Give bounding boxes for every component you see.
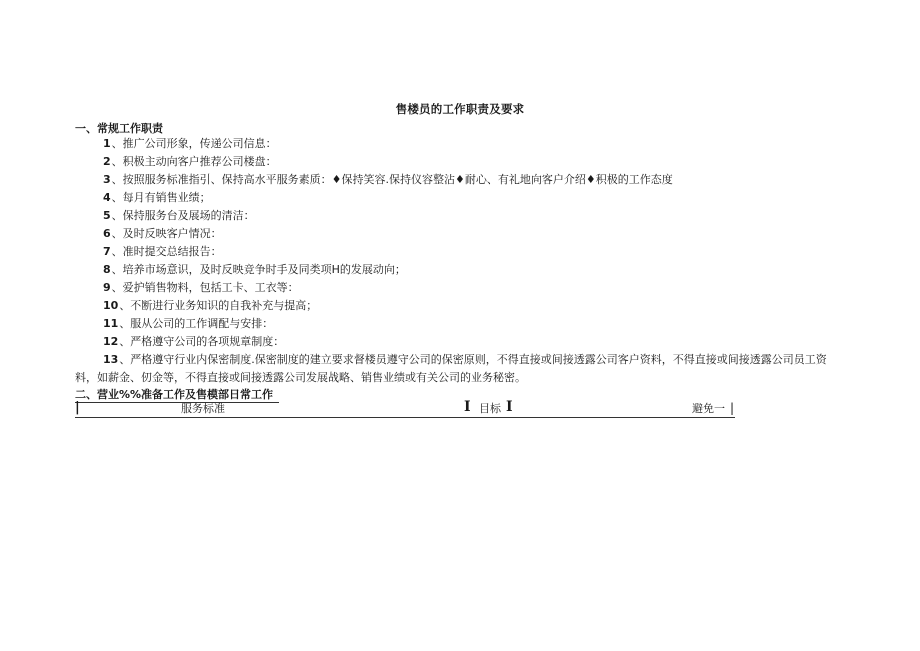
item-text: 、爱护销售物料，包括工卡、工衣等： [111, 281, 299, 294]
item-text: 、及时反映客户情况： [111, 227, 222, 240]
list-item [103, 315, 843, 333]
item-text: 、严格遵守公司的各项规章制度： [119, 335, 285, 348]
list-item [103, 135, 843, 153]
item-text: 、培养市场意识，及时反映竞争时手及同类项H的发展动向； [111, 263, 406, 276]
item-text: 、保持服务台及展场的清洁： [111, 209, 255, 222]
item-number: 3 [103, 173, 111, 186]
item-number: 12 [103, 335, 119, 348]
list-item [75, 351, 845, 387]
list-item [103, 261, 843, 279]
item-text: 、严格遵守行业内保密制度.保密制度的建立要求督楼员遵守公司的保密原则，不得直接或间接透露公司客户资料，不得直接或间接透露公司员工资料，如薪金、仞金等，不得直接或间接透露公司发展战略、销售业绩或有关公司的业务秘密。 [75, 353, 827, 384]
item-number: 9 [103, 281, 111, 294]
list-item [103, 279, 843, 297]
item-number: 13 [103, 353, 119, 366]
list-item [103, 333, 843, 351]
list-item [103, 297, 843, 315]
item-text: 、按照服务标准指引、保持高水平服务素质：♦保持笑容.保持仪容整沾♦耐心、有礼地向客户介绍♦积极的工作态度 [111, 173, 673, 186]
table-column-divider: I [464, 399, 471, 415]
list-item [103, 207, 843, 225]
table-header-service-standard: 服务标准 [181, 402, 225, 415]
item-number: 4 [103, 191, 111, 204]
item-text: 、不断进行业务知识的自我补充与提高； [119, 299, 318, 312]
item-number: 11 [103, 317, 119, 330]
item-text: 、服从公司的工作调配与安排： [119, 317, 274, 330]
list-item [103, 189, 843, 207]
item-text: 、准时提交总结报告： [111, 245, 222, 258]
table-column-divider: I [506, 399, 513, 415]
list-item [103, 225, 843, 243]
item-text: 、积极主动向客户推荐公司楼盘： [111, 155, 277, 168]
item-number: 5 [103, 209, 111, 222]
item-number: 6 [103, 227, 111, 240]
item-text: 、推广公司形象，传递公司信息： [111, 137, 277, 150]
table-header-row [75, 400, 735, 418]
document-title: 售楼员的工作职责及要求 [395, 102, 525, 116]
list-item [103, 171, 843, 189]
section-heading-1: 一、常规工作职责 [75, 122, 163, 135]
item-number: 1 [103, 137, 111, 150]
table-header-target: 目标 [479, 402, 501, 415]
item-number: 10 [103, 299, 119, 312]
item-number: 2 [103, 155, 111, 168]
section-heading-2: 二、营业%%准备工作及售模部日常工作 [75, 386, 279, 403]
table-left-border: | [75, 400, 80, 415]
item-number: 7 [103, 245, 111, 258]
table-right-border: | [730, 401, 735, 415]
list-item [103, 153, 843, 171]
duty-list [0, 135, 920, 387]
list-item [103, 243, 843, 261]
table-header-avoid: 避免一 [692, 402, 725, 415]
item-text: 、每月有销售业绩； [111, 191, 211, 204]
item-number: 8 [103, 263, 111, 276]
